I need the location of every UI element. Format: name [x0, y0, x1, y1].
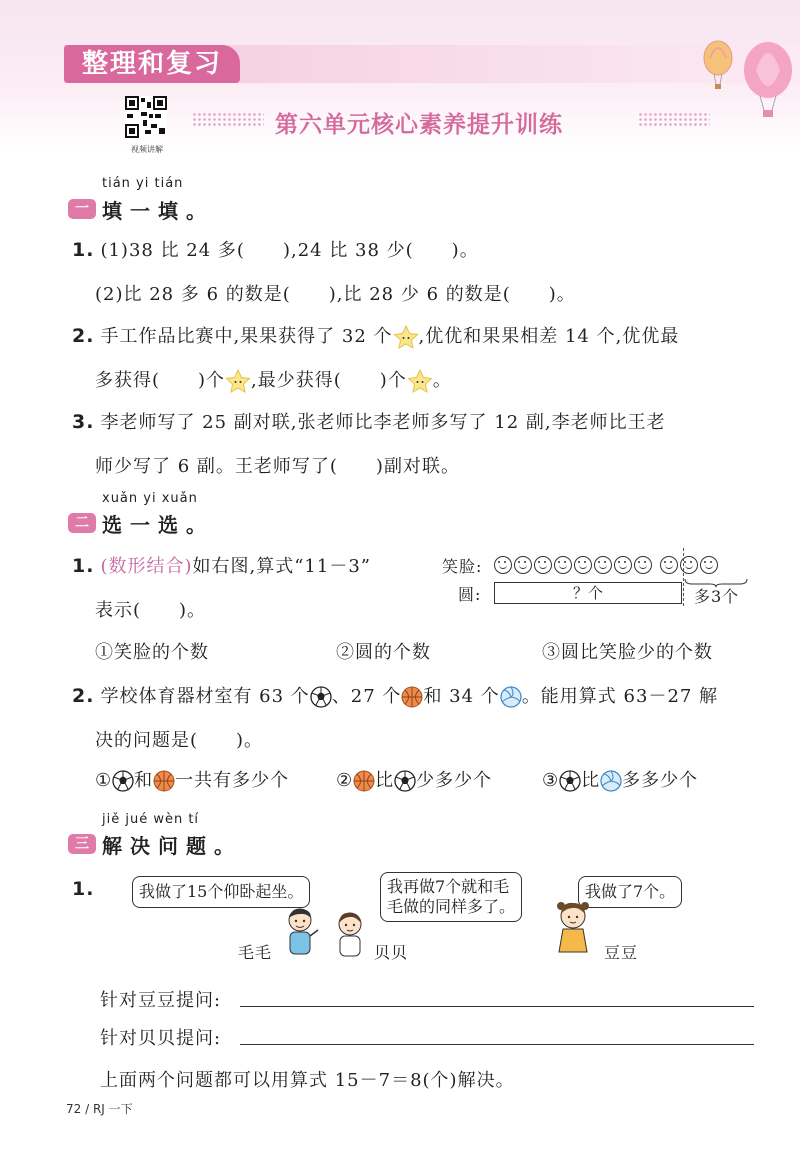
- opt1-and: 和: [134, 770, 154, 791]
- ask-beibei-label: 针对贝贝提问:: [100, 1028, 222, 1049]
- s2-q1-option3[interactable]: ③圆比笑脸少的个数: [542, 642, 713, 663]
- basketball-icon: [401, 686, 423, 708]
- extra-label: 多3个: [694, 587, 740, 606]
- section3-heading: [68, 831, 242, 857]
- star-icon: [393, 325, 419, 349]
- star-icon: [225, 369, 251, 393]
- circle-bar-label: ？个: [572, 584, 603, 602]
- s1-q1-part2: (2)比 28 多 6 的数是( ),比 28 少 6 的数是( )。: [95, 284, 576, 305]
- opt1-text: 一共有多少个: [175, 770, 290, 791]
- bubble2-line2: 毛做的同样多了。: [387, 897, 516, 916]
- soccer-ball-icon: [559, 770, 581, 792]
- opt2-than: 比: [375, 770, 395, 791]
- girl-doudou-icon: [552, 898, 594, 958]
- basketball-icon: [153, 770, 175, 792]
- section2-number: 二: [68, 513, 96, 533]
- qr-code-icon[interactable]: [125, 96, 167, 138]
- s1-q3-line1: [72, 408, 666, 434]
- s2-q2-text1b: 、27 个: [331, 686, 402, 707]
- smile-face-icon: [634, 556, 652, 574]
- s2-q1-text1: 如右图,算式“11－3”: [192, 556, 371, 577]
- opt2-text: 少多少个: [416, 770, 493, 791]
- qr-caption: 视频讲解: [131, 145, 163, 154]
- boy-beibei-icon: [330, 910, 370, 962]
- smile-face-icon: [574, 556, 592, 574]
- s2-q1-option1[interactable]: ①笑脸的个数: [95, 642, 209, 663]
- s2-q2-line1: [72, 682, 718, 708]
- soccer-ball-icon: [394, 770, 416, 792]
- s2-q2-line2: 决的问题是( )。: [95, 730, 264, 751]
- s1-q2-text1b: ,优优和果果相差 14 个,优优最: [418, 326, 680, 347]
- circle-bar: [494, 582, 682, 604]
- name-beibei: 贝贝: [374, 943, 409, 962]
- s1-q2-line2: [95, 366, 452, 393]
- smile-face-icon: [660, 556, 678, 574]
- volleyball-icon: [500, 686, 522, 708]
- smile-face-icon: [514, 556, 532, 574]
- section1-number: 一: [68, 199, 96, 219]
- section-badge: 整理和复习: [64, 45, 240, 83]
- smile-face-icon: [554, 556, 572, 574]
- speech-bubble-maomao: 我做了15个仰卧起坐。: [132, 876, 310, 908]
- s2-q1-line1: [72, 552, 371, 578]
- soccer-ball-icon: [112, 770, 134, 792]
- s2-q2-option1[interactable]: [95, 766, 289, 792]
- section3-title: 解决问题。: [102, 833, 242, 858]
- decorative-dots-right: [638, 112, 710, 128]
- name-maomao: 毛毛: [238, 943, 273, 962]
- volleyball-icon: [600, 770, 622, 792]
- soccer-ball-icon: [310, 686, 332, 708]
- s2-q2-text1d: 。能用算式 63－27 解: [521, 686, 719, 707]
- balloons-icon: [690, 30, 800, 120]
- s2-q2-number: 2.: [72, 685, 95, 707]
- page-footer: 72 / RJ 一下: [66, 1102, 133, 1116]
- section2-pinyin: xuǎn yi xuǎn: [102, 491, 198, 506]
- s2-q2-text1a: 学校体育器材室有 63 个: [100, 686, 310, 707]
- s1-q1-number: 1.: [72, 239, 95, 261]
- s1-q2-text2c: 。: [432, 370, 452, 391]
- section1-heading: [68, 196, 214, 222]
- s1-q2-text2a: 多获得( )个: [95, 370, 226, 391]
- s1-q2-number: 2.: [72, 325, 95, 347]
- s2-q1-number: 1.: [72, 555, 95, 577]
- s2-q1-option2[interactable]: ②圆的个数: [336, 642, 431, 663]
- section2-heading: [68, 510, 214, 536]
- s3-q1-number-line: [72, 878, 100, 900]
- smile-face-icon: [700, 556, 718, 574]
- s1-q1-part1: [72, 236, 479, 262]
- s2-q1-tag: (数形结合): [100, 556, 193, 577]
- opt3-than: 比: [581, 770, 601, 791]
- smile-face-icon: [534, 556, 552, 574]
- summary-text: 上面两个问题都可以用算式 15－7＝8(个)解决。: [100, 1070, 515, 1091]
- opt3-text: 多多少个: [622, 770, 699, 791]
- s1-q1-text1: (1)38 比 24 多( ),24 比 38 少( )。: [100, 240, 479, 261]
- section1-pinyin: tián yi tián: [102, 176, 184, 191]
- s1-q3-number: 3.: [72, 411, 95, 433]
- s1-q3-text1: 李老师写了 25 副对联,张老师比李老师多写了 12 副,李老师比王老: [100, 412, 666, 433]
- s2-q2-option2[interactable]: [336, 766, 492, 792]
- smile-face-icon: [494, 556, 512, 574]
- circle-label: 圆:: [458, 585, 482, 604]
- basketball-icon: [353, 770, 375, 792]
- opt3-mark: ③: [542, 770, 560, 791]
- s2-q2-text1c: 和 34 个: [423, 686, 500, 707]
- boy-maomao-icon: [280, 906, 320, 962]
- smile-face-icon: [594, 556, 612, 574]
- s1-q2-text2b: ,最少获得( )个: [251, 370, 407, 391]
- speech-bubble-doudou: 我做了7个。: [578, 876, 682, 908]
- section2-title: 选一选。: [102, 512, 214, 537]
- section3-number: 三: [68, 834, 96, 854]
- diagram-divider: [683, 548, 684, 606]
- bubble2-line1: 我再做7个就和毛: [387, 877, 510, 896]
- star-icon: [407, 369, 433, 393]
- section3-pinyin: jiě jué wèn tí: [102, 812, 200, 827]
- smile-face-icon: [614, 556, 632, 574]
- section1-title: 填一填。: [102, 198, 214, 223]
- s2-q1-line2: 表示( )。: [95, 600, 207, 621]
- opt2-mark: ②: [336, 770, 354, 791]
- s1-q2-text1a: 手工作品比赛中,果果获得了 32 个: [100, 326, 393, 347]
- s1-q2-line1: [72, 322, 679, 349]
- smile-row: [494, 554, 720, 574]
- answer-line-beibei[interactable]: [240, 1044, 754, 1045]
- s1-q3-line2: 师少写了 6 副。王老师写了( )副对联。: [95, 456, 460, 477]
- smile-label: 笑脸:: [442, 557, 483, 576]
- opt1-mark: ①: [95, 770, 113, 791]
- ask-doudou-label: 针对豆豆提问:: [100, 990, 222, 1011]
- decorative-dots-left: [192, 112, 264, 128]
- name-doudou: 豆豆: [604, 943, 639, 962]
- answer-line-doudou[interactable]: [240, 1006, 754, 1007]
- s2-q2-option3[interactable]: [542, 766, 698, 792]
- speech-bubble-beibei: [380, 872, 522, 922]
- page-title: 第六单元核心素养提升训练: [275, 112, 563, 138]
- s3-q1-number: 1.: [72, 878, 95, 900]
